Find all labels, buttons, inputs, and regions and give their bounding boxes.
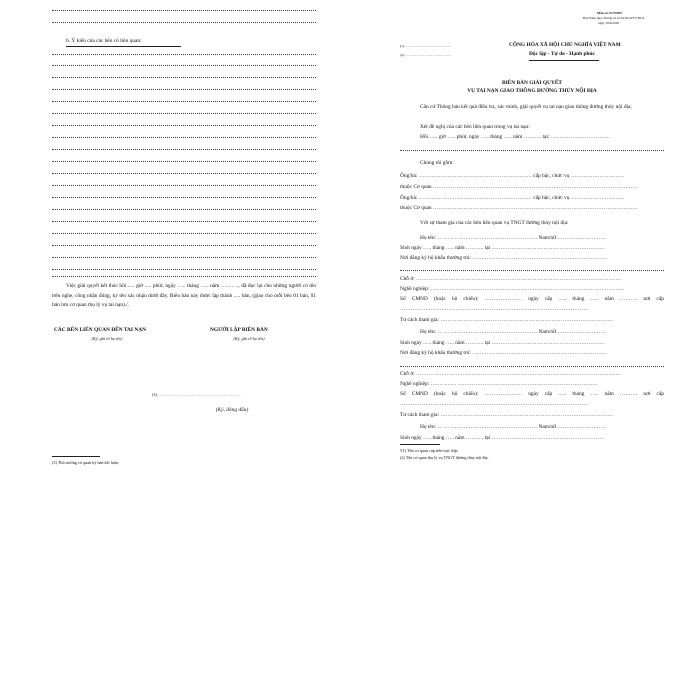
footnote3: (3) Thủ trưởng cơ quan ký bản kết luận. [52,460,119,465]
person2: Ông/bà: ……………………………………………………… cấp bậc, chức vụ ………………………… [400,195,625,201]
sig-bottom-note: (Ký, đóng dấu) [215,407,249,413]
motto-underline [529,60,599,61]
job2: Nghề nghiệp: ……. ……. …………………………………………………………………… [400,381,598,387]
dotted-line [52,77,316,78]
sig-left-title: CÁC BÊN LIÊN QUAN ĐẾN TAI NẠN [54,327,147,333]
dotted-line [52,149,316,150]
intro-consider: Xét đề nghị của các bên liên quan trong vụ tai nạn: [420,124,530,130]
name1: Họ tên: … … ………………………………………… Nam/nữ ……………………… [420,235,606,241]
dotted-line [52,137,316,138]
person1: Ông/bà: ……………………………………………………… cấp bậc, chức vụ ………………………… [400,173,625,179]
motto: Độc lập - Tự do - Hạnh phúc [529,51,595,57]
participants: Với sự tham gia của các bên liên quan vụ TNGT đường thủy nội địa: [420,220,569,226]
sig-right-title: NGƯỜI LẬP BIÊN BẢN [210,327,268,333]
dob2: Sinh ngày ….. tháng ….. năm ………. tại ……………………………………………………… [400,340,605,346]
addr1: Chỗ ở: …………………………………………………………………………………………………… [400,276,621,282]
dotted-line [52,101,316,102]
name2: Họ tên: … … ………………………………………… Nam/nữ ……………………… [420,329,606,335]
dotted-line [52,54,316,55]
agency1: thuộc Cơ quan …………………………………………………………………………………………………… [400,184,638,190]
footnote-rule [400,444,440,445]
dotted-line [52,161,316,162]
sig-left-note: (Ký, ghi rõ họ tên) [91,336,123,341]
left-ref2: (2)…………………………………… [400,53,452,57]
dob3: Sinh ngày ….. tháng ….. năm ………. tại ……………………………………………………… [400,435,605,441]
footnote2: (2) Tên cơ quan thụ lý vụ TNGT đường thủy nội địa. [400,455,489,460]
dotted-line [400,150,664,151]
doc-title-1: BIÊN BẢN GIẢI QUYẾT [501,80,563,86]
job1: Nghề nghiệp: ……………………………………………………………………………………………… [400,286,625,292]
dotted-line [52,257,316,258]
name3: Họ tên: … … ………………………………………… Nam/nữ ……………………… [420,424,606,430]
dotted-line [52,221,316,222]
agency2: thuộc Cơ quan …………………………………………………………………………………………………… [400,205,638,211]
section6-underline [66,46,181,47]
dotted-line [52,269,316,270]
nation-header: CỘNG HÒA XÃ HỘI CHỦ NGHĨA VIỆT NAM [509,42,621,48]
we-are: Chúng tôi gồm: [420,160,454,166]
dotted-line [52,209,316,210]
role2: Tư cách tham gia: …………………………………………………………………………………… [400,412,613,418]
footnote-rule [52,456,100,457]
dotted-line [52,233,316,234]
dotted-line [52,125,316,126]
section6-title: 6. Ý kiến của các bên có liên quan: [66,38,142,44]
dob1: Sinh ngày ….. tháng ….. năm ………. tại ……………………………………………………… [400,245,605,251]
dotted-line [52,10,316,11]
dotted-line [52,276,316,277]
footnote1: ¹(1) Tên cơ quan cấp trên trực tiếp; [400,448,459,453]
reg2: Nơi đăng ký hộ khẩu thường trú: ………………………………………………………………… [400,350,608,356]
dotted-line [52,185,316,186]
closing-paragraph: Việc giải quyết kết thúc hồi ..... giờ ..... phút, ngày ….. tháng ….. năm ………., đã đọc lại cho những người có tên trên nghe, công nhận đúng, ký tên xác nhận dưới đây. Biên bản này được lập thành ..... bản, (giao cho mỗi bên 01 bản, 01 bản lưu cơ quan thụ lý vụ tai nạn)./. [52,283,316,308]
sig-right-note: (Ký, ghi rõ họ tên) [233,336,265,341]
sig-bottom-line: (3)…………………………………………………… [152,392,241,397]
role1: Tư cách tham gia: …………………………………………………………………………………… [400,317,613,323]
intro-basis: Căn cứ Thông báo kết quả điều tra, xác minh, giải quyết vụ tai nạn giao thông đường thủy nội địa; [420,104,632,110]
dotted-line [52,65,316,66]
dotted-line [52,89,316,90]
dotted-line [400,270,664,271]
id1: Số CMND (hoặc hộ chiếu): ………………… ngày cấp ….. tháng ….. năm ………. nơi cấp …………………………………………………………………………………………… [400,296,664,312]
form-ref2: ngày 19/6/2020 [598,21,620,25]
time-line: Hồi ….. giờ ….. phút, ngày ….. tháng ….. năm ………. tại: …………………………… [420,134,611,140]
form-code: Mẫu số 15/TNĐT [597,11,623,15]
dotted-line [52,245,316,246]
addr2: Chỗ ở: …………………………………………………………………………………………………… [400,371,621,377]
left-ref1: (1)…………………………………… [400,44,452,48]
form-ref1: Ban hành theo Thông tư số 64/2019/TT-BCA [583,16,645,20]
doc-title-2: VỤ TAI NẠN GIAO THÔNG ĐƯỜNG THỦY NỘI ĐỊA [467,88,597,94]
dotted-line [400,366,664,367]
id2: Số CMND (hoặc hộ chiếu): ………………… ngày cấp ….. tháng ….. năm ………. nơi cấp …………………………………………………………………………………………… [400,391,664,407]
dotted-line [52,173,316,174]
dotted-line [52,22,316,23]
dotted-line [52,197,316,198]
dotted-line [52,113,316,114]
reg1: Nơi đăng ký hộ khẩu thường trú: ………………………………………………………………… [400,255,608,261]
